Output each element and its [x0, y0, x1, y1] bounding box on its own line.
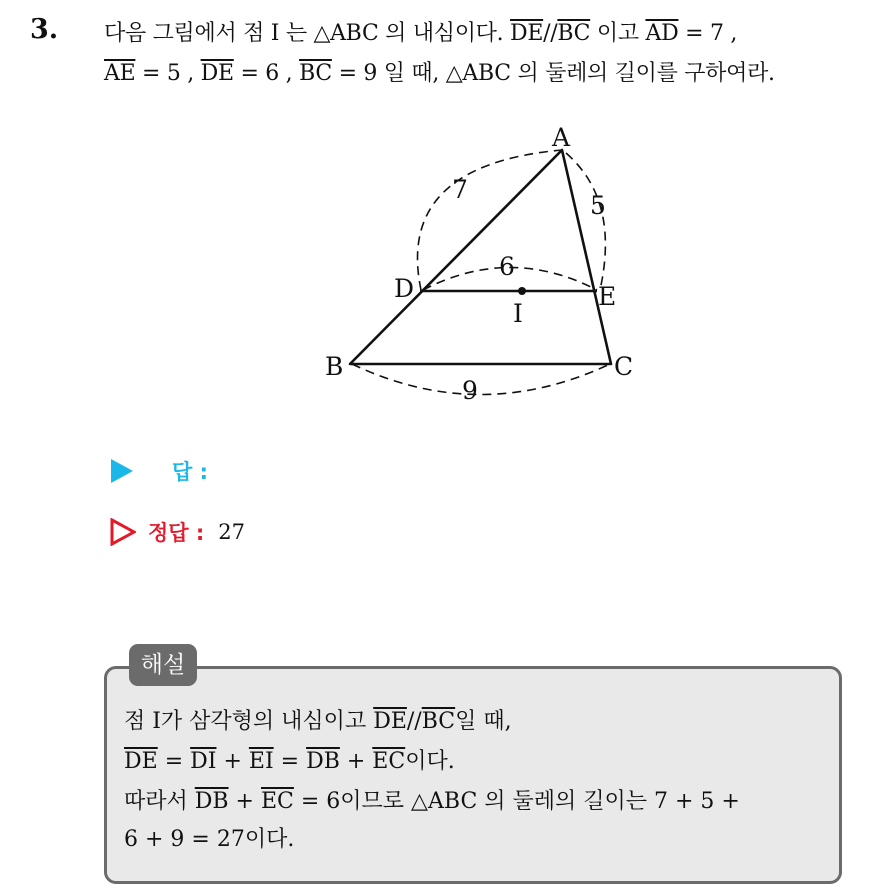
outline-triangle-icon	[110, 518, 136, 546]
label-vertex-d: D	[394, 274, 415, 303]
label-vertex-e: E	[598, 282, 617, 311]
triangle-abc	[350, 150, 611, 364]
label-length-ad: 7	[452, 175, 468, 204]
explanation-text: +	[216, 749, 249, 774]
explanation-line-1	[124, 704, 512, 735]
segment-ei: $\overline{EI}$	[248, 749, 274, 774]
correct-answer-row	[110, 517, 245, 547]
explanation-text: 따라서	[124, 789, 195, 814]
segment-ae: $\overline{AE}$	[104, 61, 136, 86]
segment-de: $\overline{DE}$	[373, 709, 407, 734]
parallel-symbol: //	[543, 21, 558, 46]
question-text: = 6 ,	[233, 61, 300, 86]
explanation-text: =	[273, 749, 307, 774]
correct-answer-label: 정답 :	[148, 521, 205, 545]
explanation-text: 일 때,	[455, 709, 512, 734]
segment-di: $\overline{DI}$	[190, 749, 217, 774]
label-vertex-a: A	[552, 123, 571, 152]
explanation-tab: 해설	[129, 644, 197, 686]
answer-label: 답 :	[172, 460, 208, 484]
segment-db: $\overline{DB}$	[306, 749, 340, 774]
segment-de: $\overline{DE}$	[200, 61, 234, 86]
question-text: 이고	[590, 21, 646, 46]
question-text: = 9 일 때, △ABC 의 둘레의 길이를 구하여라.	[331, 61, 775, 86]
segment-db: $\overline{DB}$	[194, 789, 229, 814]
parallel-symbol: //	[406, 709, 422, 734]
label-length-de: 6	[499, 252, 515, 281]
segment-ec: $\overline{EC}$	[260, 789, 294, 814]
question-text: 다음 그림에서 점 I 는 △ABC 의 내심이다.	[104, 21, 511, 46]
answer-row	[110, 456, 208, 486]
explanation-text: 이다.	[405, 749, 455, 774]
label-length-bc: 9	[462, 376, 478, 405]
incenter-point	[518, 287, 526, 295]
label-vertex-c: C	[614, 352, 634, 381]
label-vertex-b: B	[325, 352, 344, 381]
correct-answer-value: 27	[218, 520, 246, 544]
segment-bc: $\overline{BC}$	[421, 709, 456, 734]
segment-de: $\overline{DE}$	[510, 21, 544, 46]
question-line-2	[104, 56, 775, 87]
explanation-line-3	[124, 784, 740, 815]
dashed-arc-bc	[352, 364, 610, 395]
explanation-text: +	[228, 789, 261, 814]
explanation-line-4: 6 + 9 = 27이다.	[124, 827, 295, 852]
triangle-figure	[318, 112, 658, 412]
segment-ad: $\overline{AD}$	[645, 21, 679, 46]
segment-de: $\overline{DE}$	[124, 749, 158, 774]
segment-ec: $\overline{EC}$	[372, 749, 406, 774]
play-triangle-icon	[110, 458, 134, 484]
explanation-text: =	[157, 749, 191, 774]
explanation-line-2	[124, 744, 455, 775]
explanation-text: 점 I가 삼각형의 내심이고	[124, 709, 374, 734]
problem-number: 3.	[30, 14, 59, 45]
segment-bc: $\overline{BC}$	[557, 21, 591, 46]
label-length-ae: 5	[590, 191, 606, 220]
question-text: = 5 ,	[135, 61, 201, 86]
dashed-arc-ae	[566, 153, 605, 290]
question-line-1	[104, 16, 737, 47]
segment-bc: $\overline{BC}$	[299, 61, 332, 86]
question-text: = 7 ,	[678, 21, 738, 46]
explanation-text: = 6이므로 △ABC 의 둘레의 길이는 7 + 5 +	[293, 789, 740, 814]
explanation-text: +	[339, 749, 373, 774]
label-incenter: I	[513, 299, 523, 328]
